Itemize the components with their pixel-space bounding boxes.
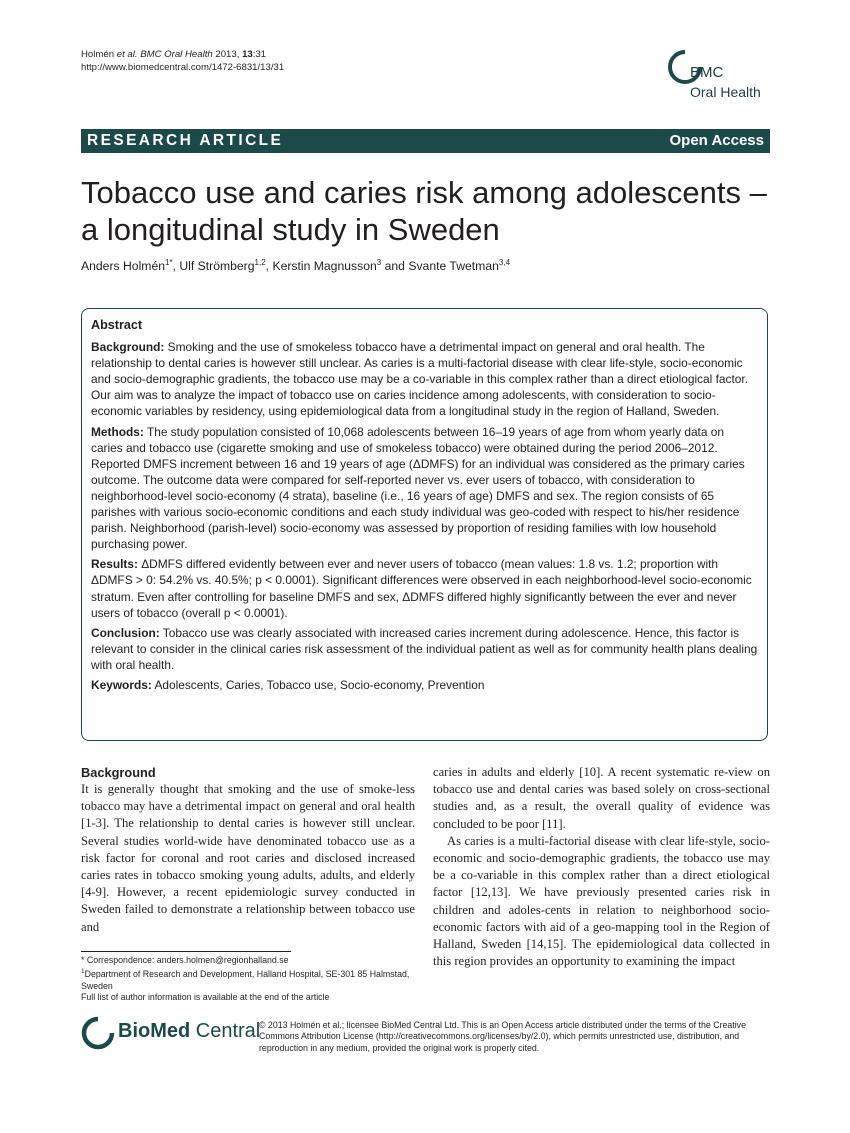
abstract-results: Results: ΔDMFS differed evidently between ever and never users of tobacco (mean values: 1.8 vs. 1.2; proportion with ΔDMFS > 0: 54.2% vs. 40.5%; p < 0.0001). Significant differences were observed in each neighborhood-level socio-economic stratum. Even after controlling for baseline DMFS and sex, ΔDMFS differed highly significantly between the ever and never users of tobacco (overall p < 0.0001). <box>91 557 752 620</box>
body-column-left <box>81 764 415 936</box>
section-heading-background: Background <box>81 765 156 780</box>
author-affiliation-marker[interactable]: 1* <box>165 258 173 267</box>
footnotes <box>81 951 415 1003</box>
abstract-box <box>81 308 768 741</box>
body-paragraph: As caries is a multi-factorial disease with clear life-style, socio-economic and socio-demographic gradients, the tobacco use may be a co-variable in this complex rather than a direct etiological factor [12,13]. We have previously presented caries risk in children and adoles-cents in relation to neighborhood socio-economic factors with aid of a geo-mapping tool in the Region of Halland, Sweden [14,15]. The epidemiological data collected in this region provides an opportunity to examining the impact <box>433 833 770 969</box>
author-info-note: Full list of author information is available at the end of the article <box>81 991 330 1002</box>
publisher-name: BioMed Central <box>118 1020 261 1042</box>
abstract-keywords: Keywords: Adolescents, Caries, Tobacco use, Socio-economy, Prevention <box>91 677 485 692</box>
biomed-central-logo <box>81 1016 261 1052</box>
journal-logo-bmc: BMC <box>690 64 724 81</box>
article-type: RESEARCH ARTICLE <box>87 132 284 149</box>
abstract-conclusion: Conclusion: Tobacco use was clearly associated with increased caries increment during adolescence. Hence, this factor is relevant to consider in the clinical caries risk assessment of the individual patient as well as for community health plans dealing with oral health. <box>91 625 758 672</box>
body-paragraph: caries in adults and elderly [10]. A recent systematic re-view on tobacco use and dental caries was based solely on cross-sectional studies and, as a result, the overall quality of evidence was concluded to be poor [11]. <box>433 765 770 831</box>
abstract-background: Background: Smoking and the use of smokeless tobacco have a detrimental impact on general and oral health. The relationship to dental caries is however still unclear. As caries is a multi-factorial disease with clear life-style, socio-economic and socio-demographic gradients, the tobacco use may be a co-variable in this complex rather than a direct etiological factor. Our aim was to analyze the impact of tobacco use on caries incidence among adolescents, with consideration to socio-economic variables by residency, using epidemiological data from a longitudinal study in the region of Halland, Sweden. <box>91 340 748 419</box>
journal-logo-name: Oral Health <box>690 84 761 100</box>
author-affiliation-marker[interactable]: 3 <box>376 258 382 267</box>
abstract-heading: Abstract <box>91 318 143 332</box>
article-url[interactable]: http://www.biomedcentral.com/1472-6831/13/31 <box>81 62 285 73</box>
author-affiliation-marker[interactable]: 3,4 <box>498 258 511 267</box>
journal-logo <box>668 50 778 102</box>
citation-header <box>81 48 284 74</box>
license-text: © 2013 Holmén et al.; licensee BioMed Central Ltd. This is an Open Access article distributed under the terms of the Creative Commons Attribution License (http://creativecommons.org/licenses/by/2.0), which permits unrestricted use, distribution, and reproduction in any medium, provided the original work is properly cited. <box>259 1020 746 1053</box>
author-name: Anders Holmén <box>81 259 165 274</box>
open-access-label: Open Access <box>669 132 764 149</box>
body-paragraph: It is generally thought that smoking and the use of smoke-less tobacco may have a detrimental impact on general and oral health [1-3]. The relationship to dental caries is however still unclear. Several studies world-wide have denominated tobacco use as a risk factor for coronal and root caries and disclosed increased caries rates in tobacco smoking young adults, adults, and elderly [4-9]. However, a recent epidemiologic survey conducted in Sweden failed to demonstrate a relationship between tobacco use and <box>81 782 415 934</box>
footnote-rule <box>81 951 291 952</box>
author-name: Svante Twetman <box>408 259 499 274</box>
abstract-methods: Methods: The study population consisted of 10,068 adolescents between 16–19 years of age from whom yearly data on caries and tobacco use (cigarette smoking and use of smokeless tobacco) were obtained during the period 2006–2012. Reported DMFS increment between 16 and 19 years of age (ΔDMFS) for an individual was considered as the primary caries outcome. The outcome data were compared for self-reported never vs. ever users of tobacco, with consideration to neighborhood-level socio-economy (4 strata), baseline (i.e., 16 years of age) DMFS and sex. The region consists of 65 parishes with various socio-economic conditions and each study individual was geo-coded with respect to his/her residence parish. Neighborhood (parish-level) socio-economy was assessed by proportion of residing families with low household purchasing power. <box>91 424 745 552</box>
body-column-right <box>433 764 770 970</box>
article-title: Tobacco use and caries risk among adolescents – a longitudinal study in Sweden <box>81 175 767 247</box>
article-type-banner <box>81 129 770 153</box>
author-name: Ulf Strömberg <box>179 259 255 274</box>
affiliation-note: $^1$Department of Research and Development, Halland Hospital, SE-301 85 Halmstad, Sweden <box>81 968 410 991</box>
citation-line: Holmén et al. BMC Oral Health 2013, 13:31 <box>81 49 267 60</box>
correspondence-note: * Correspondence: anders.holmen@regionhalland.se <box>81 955 289 965</box>
author-name: Kerstin Magnusson <box>272 259 377 274</box>
author-list: Anders Holmén$^{1*}$, Ulf Strömberg$^{1,2}$, Kerstin Magnusson$^3$ and Svante Twetman$^{3,4}$ <box>81 258 511 274</box>
biomed-ring-icon <box>81 1016 115 1050</box>
author-affiliation-marker[interactable]: 1,2 <box>254 258 266 267</box>
